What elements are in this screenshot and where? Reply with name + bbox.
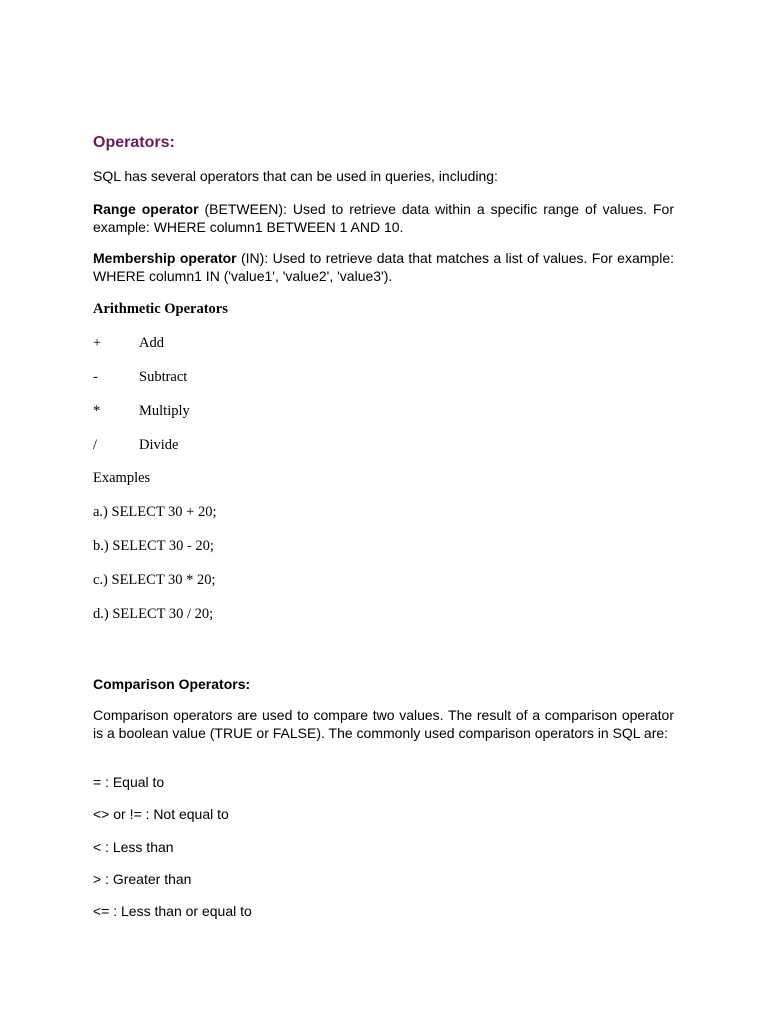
arithmetic-heading: Arithmetic Operators bbox=[93, 301, 228, 317]
membership-operator-term: Membership operator bbox=[93, 250, 237, 266]
operator-name: Add bbox=[139, 335, 164, 351]
intro-paragraph: SQL has several operators that can be used in queries, including: bbox=[93, 168, 498, 184]
example-item: a.) SELECT 30 + 20; bbox=[93, 504, 217, 520]
comparison-operator-item: <= : Less than or equal to bbox=[93, 903, 252, 919]
operator-symbol: * bbox=[93, 403, 101, 419]
example-item: d.) SELECT 30 / 20; bbox=[93, 606, 214, 622]
arithmetic-operator-row bbox=[93, 334, 393, 352]
page-title-colon: : bbox=[169, 134, 175, 151]
arithmetic-operator-row bbox=[93, 368, 393, 386]
comparison-heading: Comparison Operators: bbox=[93, 676, 251, 692]
comparison-description: Comparison operators are used to compare two values. The result of a comparison operator is a boolean value (TRUE or FALSE). The commonly used comparison operators in SQL are: bbox=[93, 707, 674, 741]
operator-name: Subtract bbox=[139, 369, 188, 385]
comparison-operator-item: <> or != : Not equal to bbox=[93, 806, 229, 822]
operator-name: Divide bbox=[139, 437, 179, 453]
page-title bbox=[93, 133, 175, 153]
page-title-text: Operators bbox=[93, 134, 170, 151]
example-item: c.) SELECT 30 * 20; bbox=[93, 572, 216, 588]
document-page bbox=[93, 0, 674, 1024]
operator-symbol: - bbox=[93, 369, 98, 385]
examples-heading: Examples bbox=[93, 470, 151, 486]
membership-operator-paragraph bbox=[93, 250, 674, 285]
comparison-operator-item: = : Equal to bbox=[93, 774, 165, 790]
arithmetic-operator-row bbox=[93, 436, 393, 454]
operator-name: Multiply bbox=[139, 403, 190, 419]
example-item: b.) SELECT 30 - 20; bbox=[93, 538, 214, 554]
membership-operator-text: (IN): Used to retrieve data that matches a list of values. For example: WHERE column1 IN ('value1', 'value2', 'value3'). bbox=[93, 250, 674, 284]
range-operator-text: (BETWEEN): Used to retrieve data within a specific range of values. For example: WHERE column1 BETWEEN 1 AND 10. bbox=[93, 201, 674, 235]
operator-symbol: / bbox=[93, 437, 98, 453]
range-operator-term: Range operator bbox=[93, 201, 199, 217]
arithmetic-operator-row bbox=[93, 402, 393, 420]
comparison-operator-item: < : Less than bbox=[93, 839, 174, 855]
range-operator-paragraph bbox=[93, 201, 674, 236]
operator-symbol: + bbox=[93, 335, 102, 351]
comparison-operator-item: > : Greater than bbox=[93, 871, 192, 887]
